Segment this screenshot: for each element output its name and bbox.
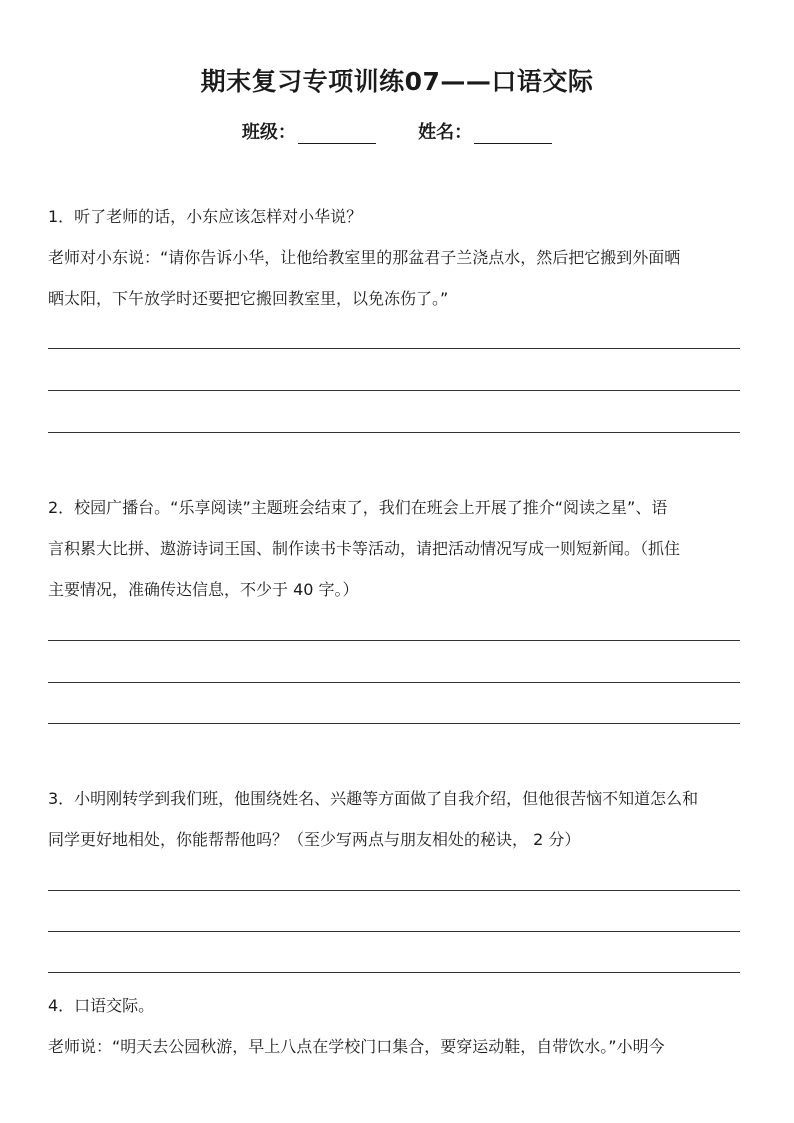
- page-title: 期末复习专项训练07——口语交际: [200, 67, 594, 96]
- question-1-text-line: 老师对小东说：“请你告诉小华，让他给教室里的那盆君子兰浇点水，然后把它搬到外面晒: [48, 248, 681, 267]
- name-label: 姓名：: [418, 122, 473, 143]
- class-label: 班级：: [241, 122, 296, 143]
- answer-line[interactable]: [48, 931, 740, 932]
- answer-line[interactable]: [48, 640, 740, 641]
- answer-line[interactable]: [48, 432, 740, 433]
- question-2-text-line: 言积累大比拼、遨游诗词王国、制作读书卡等活动，请把活动情况写成一则短新闻。（抓住: [48, 539, 681, 558]
- question-3: [48, 778, 748, 860]
- question-4-text-line: 老师说：“明天去公园秋游，早上八点在学校门口集合，要穿运动鞋，自带饮水。”小明今: [48, 1037, 665, 1056]
- question-1-text-line: 晒太阳，下午放学时还要把它搬回教室里，以免冻伤了。”: [48, 289, 449, 308]
- answer-line[interactable]: [48, 348, 740, 349]
- question-4-prompt: 4．口语交际。: [48, 996, 155, 1015]
- answer-line[interactable]: [48, 390, 740, 391]
- answer-line[interactable]: [48, 890, 740, 891]
- question-1: [48, 196, 748, 319]
- student-info-row: [0, 118, 794, 144]
- name-blank[interactable]: [474, 123, 552, 144]
- question-1-prompt: 1．听了老师的话，小东应该怎样对小华说？: [48, 207, 363, 226]
- question-3-prompt: 3．小明刚转学到我们班，他围绕姓名、兴趣等方面做了自我介绍，但他很苦恼不知道怎么和: [48, 789, 699, 808]
- answer-line[interactable]: [48, 723, 740, 724]
- question-2-text-line: 主要情况，准确传达信息，不少于 40 字。）: [48, 580, 359, 599]
- question-3-text-line: 同学更好地相处，你能帮帮他吗？（至少写两点与朋友相处的秘诀， 2 分）: [48, 830, 581, 849]
- name-field: [418, 118, 552, 144]
- answer-line[interactable]: [48, 682, 740, 683]
- question-2-prompt: 2．校园广播台。“乐享阅读”主题班会结束了，我们在班会上开展了推介“阅读之星”、语: [48, 498, 668, 517]
- question-4: [48, 985, 748, 1067]
- class-field: [242, 118, 376, 144]
- question-2: [48, 487, 748, 610]
- answer-line[interactable]: [48, 972, 740, 973]
- class-blank[interactable]: [298, 123, 376, 144]
